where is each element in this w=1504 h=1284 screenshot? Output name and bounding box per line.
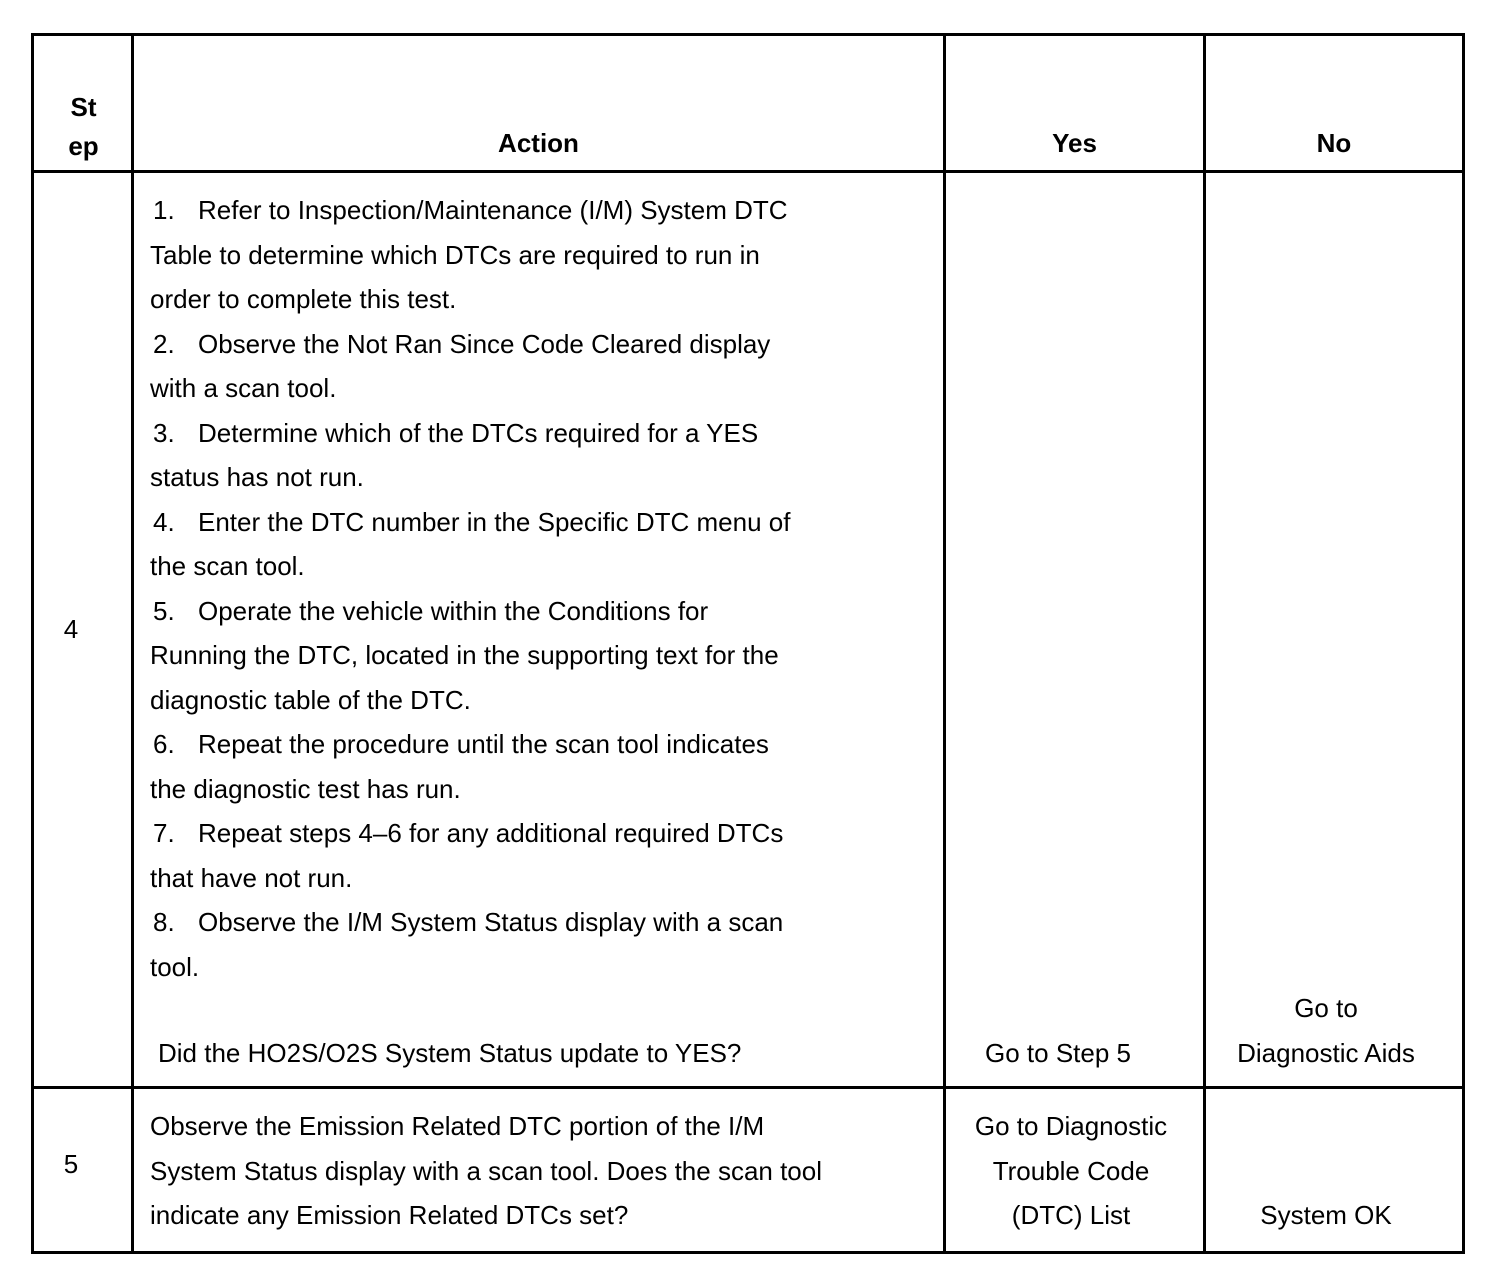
list-item-continuation: order to complete this test. [150, 284, 457, 314]
list-item-continuation: Running the DTC, located in the supporting text for the [150, 640, 779, 670]
table-border-top [31, 33, 1465, 36]
list-item-continuation: with a scan tool. [150, 373, 337, 403]
list-item-continuation: that have not run. [150, 862, 353, 893]
list-item: 6. Repeat the procedure until the scan tool indicates [153, 729, 769, 759]
header-step [34, 88, 133, 166]
header-no: No [1316, 128, 1352, 158]
row-5-yes-line1: Go to Diagnostic [974, 1111, 1168, 1141]
list-item: 3. Determine which of the DTCs required for a YES [153, 417, 759, 448]
row-5-action [150, 1104, 890, 1238]
row-4-step: 4 [63, 614, 79, 644]
header-step-line2: ep [68, 131, 99, 161]
list-item-continuation: the scan tool. [150, 551, 305, 581]
list-item: 8. Observe the I/M System Status display with a scan [153, 907, 784, 937]
row-5-yes-line2: Trouble Code [992, 1155, 1150, 1186]
list-item-continuation: status has not run. [150, 462, 364, 492]
row-4-question: Did the HO2S/O2S System Status update to YES? [158, 1038, 742, 1068]
list-item: 2. Observe the Not Ran Since Code Cleared display [153, 328, 771, 359]
row-5-step: 5 [63, 1149, 79, 1179]
row-4-no-line2: Diagnostic Aids [1237, 1037, 1415, 1068]
header-action: Action [498, 128, 579, 158]
list-item-continuation: Table to determine which DTCs are required to run in [150, 239, 760, 270]
column-divider-step [131, 33, 134, 1254]
header-yes: Yes [1052, 128, 1097, 158]
row-4-action-list [150, 188, 850, 989]
row-5-yes [946, 1104, 1196, 1238]
list-item: 7. Repeat steps 4–6 for any additional required DTCs [153, 818, 784, 848]
list-item-continuation: diagnostic table of the DTC. [150, 684, 471, 715]
table-border-right [1462, 33, 1465, 1254]
header-step-line1: St [70, 92, 97, 122]
row-5-yes-line3: (DTC) List [1011, 1200, 1131, 1230]
row-divider [31, 1086, 1465, 1089]
header-divider [31, 170, 1465, 173]
list-item: 1. Refer to Inspection/Maintenance (I/M) System DTC [153, 195, 788, 225]
table-border-bottom [31, 1251, 1465, 1254]
list-item-continuation: tool. [150, 951, 200, 982]
list-item: 5. Operate the vehicle within the Conditions for [153, 595, 709, 626]
row-5-action-line2: System Status display with a scan tool. Does the scan tool [150, 1155, 823, 1186]
row-4-no [1206, 986, 1446, 1075]
row-5-action-line1: Observe the Emission Related DTC portion of the I/M [150, 1111, 765, 1141]
diagnostic-table [31, 33, 1465, 1254]
row-4-no-line1: Go to [1294, 993, 1358, 1023]
row-5-no: System OK [1260, 1200, 1392, 1230]
row-4-yes: Go to Step 5 [985, 1038, 1131, 1068]
row-5-action-line3: indicate any Emission Related DTCs set? [150, 1200, 629, 1230]
list-item-continuation: the diagnostic test has run. [150, 773, 461, 804]
list-item: 4. Enter the DTC number in the Specific DTC menu of [153, 506, 791, 537]
